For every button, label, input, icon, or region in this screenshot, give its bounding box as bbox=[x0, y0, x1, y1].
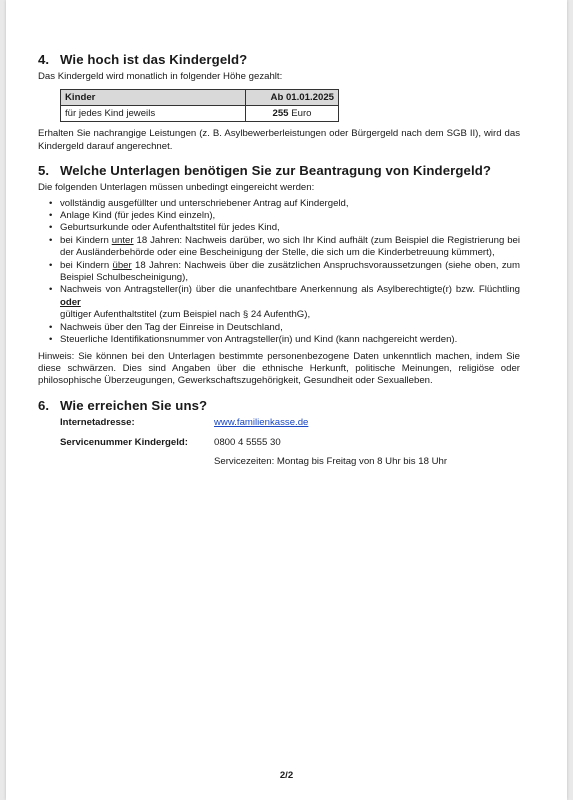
internet-label: Internetadresse: bbox=[60, 416, 135, 428]
list-item-text: gültiger Aufenthaltstitel (zum Beispiel nach § 24 AufenthG), bbox=[60, 309, 311, 321]
section-6-title: Wie erreichen Sie uns? bbox=[60, 397, 208, 413]
bullet-icon: • bbox=[49, 321, 53, 333]
phone-label: Servicenummer Kindergeld: bbox=[60, 437, 188, 449]
list-item bbox=[38, 235, 520, 260]
section-5 bbox=[38, 163, 520, 388]
list-item bbox=[38, 198, 520, 210]
bullet-icon: • bbox=[49, 259, 53, 271]
bullet-icon: • bbox=[49, 284, 53, 296]
internet-row bbox=[60, 417, 520, 429]
section-5-heading bbox=[38, 163, 520, 178]
amount-unit: Euro bbox=[291, 107, 312, 119]
list-item-text: Steuerliche Identifikationsnummer von Antragsteller(in) und Kind (kann nachgereicht werden). bbox=[60, 334, 458, 346]
section-4-heading bbox=[38, 52, 520, 67]
section-6 bbox=[38, 398, 520, 468]
service-hours: Servicezeiten: Montag bis Freitag von 8 Uhr bis 18 Uhr bbox=[214, 455, 448, 467]
phone-number: 0800 4 5555 30 bbox=[214, 437, 281, 449]
section-4 bbox=[38, 52, 520, 153]
list-item-text: Geburtsurkunde oder Aufenthaltstitel für jedes Kind, bbox=[60, 222, 280, 234]
table-cell-kinder: für jedes Kind jeweils bbox=[61, 106, 246, 122]
phone-row bbox=[60, 437, 520, 449]
table-header-kinder: Kinder bbox=[61, 90, 246, 106]
hours-row bbox=[60, 456, 520, 468]
website-link[interactable]: www.familienkasse.de bbox=[214, 416, 309, 428]
list-item-text: 18 Jahren: Nachweis darüber, wo sich Ihr Kind aufhält (zum Beispiel die Registrierung bei der Ausländerbehörde oder eine Bescheinigung der Stelle, die sich um die Kinderbetreuung kümmert), bbox=[60, 234, 521, 259]
section-4-intro: Das Kindergeld wird monatlich in folgender Höhe gezahlt: bbox=[38, 71, 283, 82]
bullet-icon: • bbox=[49, 197, 53, 209]
section-5-intro: Die folgenden Unterlagen müssen unbedingt eingereicht werden: bbox=[38, 182, 315, 194]
list-item-text: Nachweis über den Tag der Einreise in Deutschland, bbox=[60, 321, 283, 333]
section-4-number: 4. bbox=[38, 52, 50, 67]
section-5-title: Welche Unterlagen benötigen Sie zur Beantragung von Kindergeld? bbox=[60, 163, 492, 179]
list-item-text: bei Kindern bbox=[60, 234, 112, 246]
kindergeld-table bbox=[60, 89, 339, 122]
section-4-title: Wie hoch ist das Kindergeld? bbox=[60, 52, 248, 67]
section-6-number: 6. bbox=[38, 397, 50, 413]
list-item-text: Anlage Kind (für jedes Kind einzeln), bbox=[60, 210, 216, 222]
documents-list bbox=[38, 198, 520, 347]
section-4-note: Erhalten Sie nachrangige Leistungen (z. B. Asylbewerberleistungen oder Bürgergeld nach dem SGB II), wird das Kindergeld darauf angerechnet. bbox=[38, 128, 520, 152]
table-header-row bbox=[61, 90, 339, 106]
list-item bbox=[38, 284, 520, 321]
bullet-icon: • bbox=[49, 210, 53, 222]
list-item bbox=[38, 260, 520, 285]
table-header-date: Ab 01.01.2025 bbox=[246, 90, 339, 106]
page-content bbox=[38, 52, 520, 476]
section-6-heading bbox=[38, 398, 520, 413]
list-item bbox=[38, 322, 520, 334]
list-item-text: bei Kindern bbox=[60, 259, 113, 271]
bullet-icon: • bbox=[49, 234, 53, 246]
list-item-text: Nachweis von Antragsteller(in) über die unanfechtbare Anerkennung als Asylberechtigte(r) bzw. Flüchtling bbox=[60, 284, 520, 296]
table-cell-amount bbox=[246, 106, 339, 122]
document-page bbox=[6, 0, 567, 800]
page-number: 2/2 bbox=[279, 770, 294, 781]
list-item bbox=[38, 210, 520, 222]
hours-spacer bbox=[60, 456, 214, 468]
list-item bbox=[38, 222, 520, 234]
underlined-word: über bbox=[112, 259, 132, 271]
section-5-number: 5. bbox=[38, 163, 50, 179]
section-5-hint: Hinweis: Sie können bei den Unterlagen bestimmte personenbezogene Daten unkenntlich machen, indem Sie diese schwärzen. Dies sind Angaben über die ethnische Herkunft, politische Meinungen, religiöse oder philosophische Überzeugungen, Gewerkschaftszugehörigkeit, Gesundheit oder Sexualleben. bbox=[38, 350, 520, 387]
bullet-icon: • bbox=[49, 222, 53, 234]
amount-value: 255 bbox=[272, 107, 289, 119]
underlined-word: oder bbox=[60, 296, 81, 308]
list-item-text: vollständig ausgefüllter und unterschriebener Antrag auf Kindergeld, bbox=[60, 197, 349, 209]
list-item bbox=[38, 334, 520, 346]
list-item-text: 18 Jahren: Nachweis über die zusätzlichen Anspruchsvoraussetzungen (siehe oben, zum Beispiel Schulbescheinigung), bbox=[60, 259, 520, 284]
table-row bbox=[61, 106, 339, 122]
underlined-word: unter bbox=[111, 234, 134, 246]
bullet-icon: • bbox=[49, 334, 53, 346]
contact-info bbox=[60, 417, 520, 468]
